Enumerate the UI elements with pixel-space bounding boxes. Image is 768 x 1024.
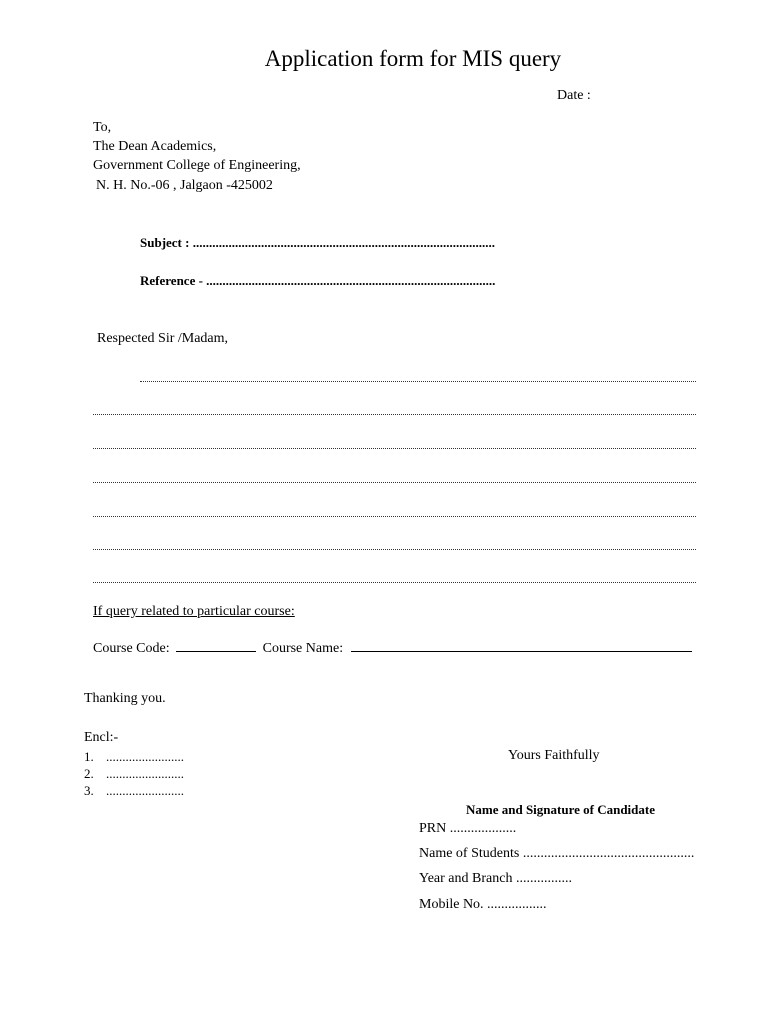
course-code-label: Course Code: <box>93 641 170 656</box>
address-to: To, <box>93 120 112 135</box>
mobile-field: Mobile No. ................. <box>419 897 547 912</box>
enclosure-item: 3. ........................ <box>84 783 184 798</box>
reference-line: Reference - ......................................................................................... <box>140 273 496 288</box>
body-dotted-line <box>93 482 696 483</box>
thanks-text: Thanking you. <box>84 691 166 706</box>
subject-line: Subject : ............................................................................................. <box>140 235 495 250</box>
enclosure-item: 2. ........................ <box>84 766 184 781</box>
salutation: Respected Sir /Madam, <box>97 331 229 346</box>
body-dotted-line <box>93 582 696 583</box>
course-row <box>93 637 692 657</box>
address-line-3: N. H. No.-06 , Jalgaon -425002 <box>96 178 273 193</box>
course-name-blank <box>351 637 692 652</box>
address-line-1: The Dean Academics, <box>93 139 217 154</box>
course-code-blank <box>176 637 256 652</box>
course-name-label: Course Name: <box>262 641 344 656</box>
address-line-2: Government College of Engineering, <box>93 158 301 173</box>
year-branch-field: Year and Branch ................ <box>419 871 572 886</box>
enclosures-label: Encl:- <box>84 730 119 745</box>
signature-heading: Name and Signature of Candidate <box>466 802 656 817</box>
body-dotted-line <box>93 516 696 517</box>
body-dotted-line <box>93 414 696 415</box>
body-dotted-line <box>93 549 696 550</box>
date-label: Date : <box>557 88 591 103</box>
page-title: Application form for MIS query <box>264 46 562 71</box>
student-name-field: Name of Students ................................................. <box>419 846 695 861</box>
closing-text: Yours Faithfully <box>508 748 600 763</box>
body-dotted-line <box>93 448 696 449</box>
body-dotted-line <box>140 381 696 382</box>
prn-field: PRN ................... <box>419 821 517 836</box>
enclosure-item: 1. ........................ <box>84 749 184 764</box>
course-query-heading: If query related to particular course: <box>93 604 295 619</box>
